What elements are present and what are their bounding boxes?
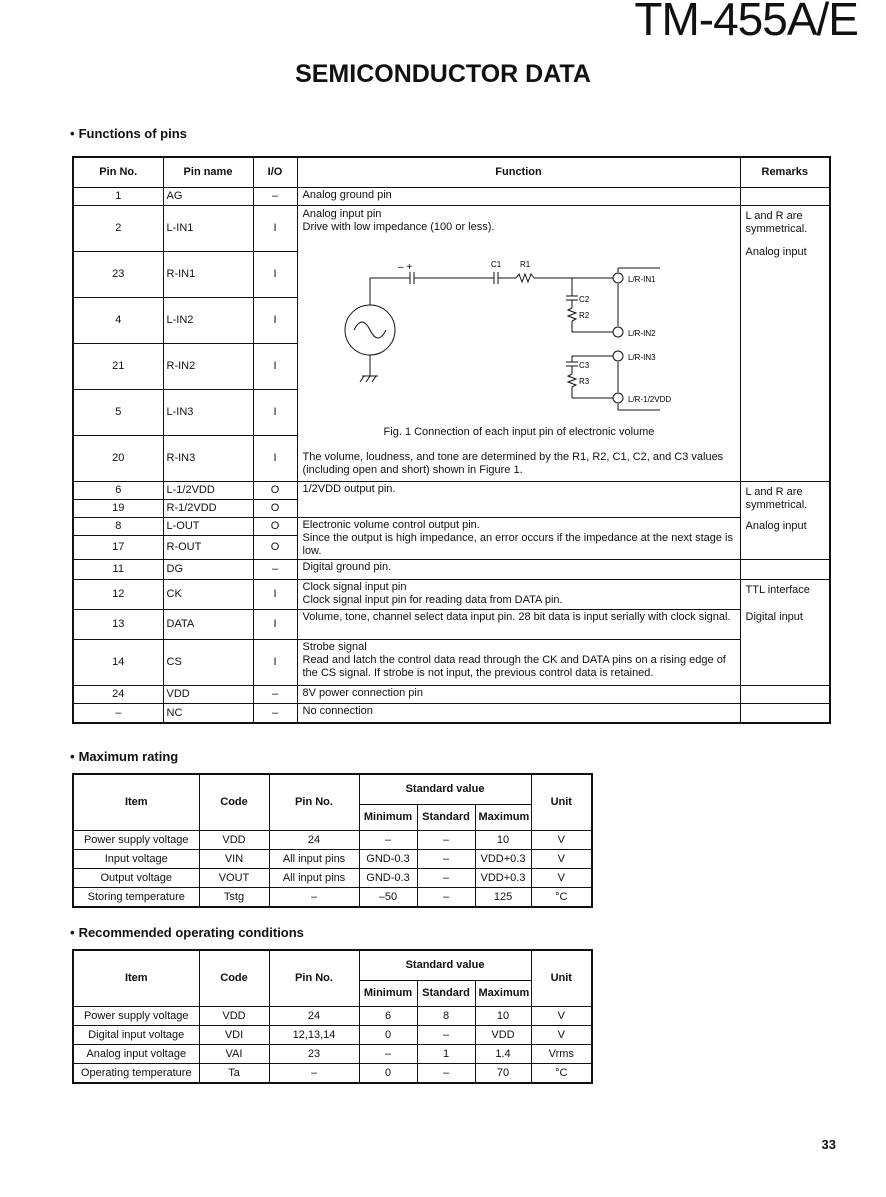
- pin-io: I: [253, 609, 297, 639]
- table-cell: –: [269, 887, 359, 907]
- table-row: [73, 559, 830, 579]
- pin-name: L-IN2: [163, 297, 253, 343]
- rec-conditions-body: [73, 1006, 592, 1083]
- rec-conditions-heading: • Recommended operating conditions: [70, 925, 304, 940]
- pin-remarks: [740, 559, 830, 579]
- pin-name: CS: [163, 639, 253, 685]
- pin-no: 5: [73, 389, 163, 435]
- table-row: [73, 703, 830, 723]
- col-header: Maximum: [475, 804, 531, 830]
- pin-no: 24: [73, 685, 163, 703]
- pin-no: 11: [73, 559, 163, 579]
- pin-name: DG: [163, 559, 253, 579]
- table-cell: V: [531, 868, 592, 887]
- sine-wave: [354, 322, 386, 338]
- table-cell: V: [531, 830, 592, 849]
- table-cell: °C: [531, 887, 592, 907]
- remark-line: Digital input: [745, 610, 803, 623]
- table-cell: Storing temperature: [73, 887, 199, 907]
- table-cell: –50: [359, 887, 417, 907]
- rec-conditions-table: [72, 949, 593, 1084]
- r1-label: R1: [519, 259, 530, 269]
- table-cell: –: [359, 830, 417, 849]
- page-title: SEMICONDUCTOR DATA: [295, 60, 591, 88]
- table-row: [73, 609, 830, 639]
- pin-io: O: [253, 481, 297, 499]
- table-cell: Tstg: [199, 887, 269, 907]
- col-header: Standard: [417, 804, 475, 830]
- pin-name: NC: [163, 703, 253, 723]
- pin-remarks: [740, 579, 830, 685]
- col-header: Unit: [531, 774, 592, 830]
- table-cell: –: [417, 868, 475, 887]
- pin-no: 1: [73, 187, 163, 205]
- c3-label: C3: [578, 360, 589, 370]
- col-header: Minimum: [359, 980, 417, 1006]
- table-cell: 24: [269, 1006, 359, 1025]
- pin-function: Digital ground pin.: [297, 559, 740, 579]
- table-cell: –: [417, 1063, 475, 1083]
- table-cell: °C: [531, 1063, 592, 1083]
- table-cell: Output voltage: [73, 868, 199, 887]
- input-connection-figure: [298, 258, 741, 473]
- col-header: Maximum: [475, 980, 531, 1006]
- table-cell: V: [531, 849, 592, 868]
- pin-function: 1/2VDD output pin.: [297, 481, 740, 517]
- pin-name: R-IN2: [163, 343, 253, 389]
- table-row: [73, 205, 830, 251]
- pin-label: L/R-IN3: [627, 352, 656, 362]
- pin-name: L-OUT: [163, 517, 253, 535]
- r2-label: R2: [578, 310, 589, 320]
- function-line: Strobe signal: [302, 640, 367, 653]
- table-cell: Input voltage: [73, 849, 199, 868]
- col-header: Pin No.: [269, 774, 359, 830]
- table-cell: 0: [359, 1025, 417, 1044]
- table-cell: VDD+0.3: [475, 849, 531, 868]
- table-row: [73, 849, 592, 868]
- pin-io: I: [253, 639, 297, 685]
- function-line: Electronic volume control output pin.: [302, 518, 480, 531]
- table-row: [73, 1063, 592, 1083]
- table-row: [73, 517, 830, 535]
- remark-line: TTL interface: [745, 583, 810, 596]
- pin-name: L-IN1: [163, 205, 253, 251]
- pin-no: 17: [73, 535, 163, 559]
- pin-name: L-IN3: [163, 389, 253, 435]
- table-cell: Vrms: [531, 1044, 592, 1063]
- pin-io: O: [253, 517, 297, 535]
- pin-no: 2: [73, 205, 163, 251]
- table-cell: 10: [475, 830, 531, 849]
- function-line: Clock signal input pin for reading data from DATA pin.: [302, 593, 563, 606]
- pin-io: –: [253, 187, 297, 205]
- pin-no: 23: [73, 251, 163, 297]
- pin-name: CK: [163, 579, 253, 609]
- remark-line: L and R are symmetrical.: [745, 485, 808, 511]
- pin-name: R-IN1: [163, 251, 253, 297]
- col-header: Pin No.: [269, 950, 359, 1006]
- model-number: TM-455A/E: [634, 0, 858, 45]
- table-row: [73, 187, 830, 205]
- table-cell: 70: [475, 1063, 531, 1083]
- pin-function: [297, 639, 740, 685]
- col-header: Item: [73, 774, 199, 830]
- table-row: [73, 1044, 592, 1063]
- pin-io: –: [253, 685, 297, 703]
- col-header: Pin No.: [73, 157, 163, 187]
- col-header: Minimum: [359, 804, 417, 830]
- pin-function: 8V power connection pin: [297, 685, 740, 703]
- table-cell: VOUT: [199, 868, 269, 887]
- c1-label: C1: [490, 259, 501, 269]
- function-line: Since the output is high impedance, an error occurs if the impedance at the next stage is low.: [302, 531, 733, 557]
- table-cell: VIN: [199, 849, 269, 868]
- pin-remarks: [740, 703, 830, 723]
- table-cell: –: [417, 1025, 475, 1044]
- col-header: Unit: [531, 950, 592, 1006]
- c2-label: C2: [578, 294, 589, 304]
- table-cell: –: [417, 849, 475, 868]
- table-cell: V: [531, 1025, 592, 1044]
- table-cell: 1.4: [475, 1044, 531, 1063]
- col-header: Standard value: [359, 950, 531, 980]
- max-rating-table: [72, 773, 593, 908]
- max-rating-heading: • Maximum rating: [70, 749, 178, 764]
- pins-table: [72, 156, 831, 724]
- table-cell: V: [531, 1006, 592, 1025]
- table-cell: 1: [417, 1044, 475, 1063]
- pins-heading: • Functions of pins: [70, 126, 187, 141]
- pin-remarks: [740, 685, 830, 703]
- col-header: Code: [199, 774, 269, 830]
- table-row: [73, 579, 830, 609]
- pin-io: –: [253, 559, 297, 579]
- pin-io: I: [253, 297, 297, 343]
- table-row: [73, 1025, 592, 1044]
- col-header: Remarks: [740, 157, 830, 187]
- table-cell: 10: [475, 1006, 531, 1025]
- pin-io: O: [253, 499, 297, 517]
- table-cell: Power supply voltage: [73, 1006, 199, 1025]
- table-cell: Analog input voltage: [73, 1044, 199, 1063]
- pin-function: Volume, tone, channel select data input pin. 28 bit data is input serially with clock signal.: [297, 609, 740, 639]
- pin-no: 19: [73, 499, 163, 517]
- table-cell: –: [417, 887, 475, 907]
- remark-line: L and R are symmetrical.: [745, 209, 808, 235]
- pin-io: I: [253, 205, 297, 251]
- pin-name: AG: [163, 187, 253, 205]
- pin-name: DATA: [163, 609, 253, 639]
- pin-io: I: [253, 389, 297, 435]
- table-cell: GND-0.3: [359, 849, 417, 868]
- col-header: Function: [297, 157, 740, 187]
- table-cell: VDD: [199, 830, 269, 849]
- pin-io: –: [253, 703, 297, 723]
- table-cell: 0: [359, 1063, 417, 1083]
- table-row: [73, 887, 592, 907]
- table-cell: Operating temperature: [73, 1063, 199, 1083]
- table-cell: All input pins: [269, 868, 359, 887]
- pin-name: R-OUT: [163, 535, 253, 559]
- table-cell: VDD: [475, 1025, 531, 1044]
- pin-function: Analog ground pin: [297, 187, 740, 205]
- col-header: Pin name: [163, 157, 253, 187]
- table-row: [73, 685, 830, 703]
- col-header: Standard: [417, 980, 475, 1006]
- pin-no: –: [73, 703, 163, 723]
- max-rating-body: [73, 830, 592, 907]
- pin-io: I: [253, 435, 297, 481]
- pin-no: 4: [73, 297, 163, 343]
- table-row: [73, 481, 830, 499]
- table-row: [73, 1006, 592, 1025]
- pin-no: 13: [73, 609, 163, 639]
- pin-label: L/R-IN2: [627, 328, 656, 338]
- pin-no: 21: [73, 343, 163, 389]
- table-cell: Ta: [199, 1063, 269, 1083]
- figure-caption: Fig. 1 Connection of each input pin of electronic volume: [383, 425, 655, 438]
- table-cell: –: [359, 1044, 417, 1063]
- table-cell: GND-0.3: [359, 868, 417, 887]
- pin-function: No connection: [297, 703, 740, 723]
- pin-name: L-1/2VDD: [163, 481, 253, 499]
- col-header: Standard value: [359, 774, 531, 804]
- figure-note: The volume, loudness, and tone are determined by the R1, R2, C1, C2, and C3 values (including open and short) shown in Figure 1.: [302, 450, 724, 476]
- table-cell: 24: [269, 830, 359, 849]
- table-cell: VDD: [199, 1006, 269, 1025]
- pin-no: 20: [73, 435, 163, 481]
- pin-io: I: [253, 579, 297, 609]
- table-cell: 125: [475, 887, 531, 907]
- input-function-cell: [297, 205, 740, 481]
- table-cell: 6: [359, 1006, 417, 1025]
- function-line: Analog input pin: [302, 207, 382, 220]
- pin-no: 8: [73, 517, 163, 535]
- table-cell: Digital input voltage: [73, 1025, 199, 1044]
- function-line: Drive with low impedance (100 or less).: [302, 220, 495, 233]
- pin-name: R-IN3: [163, 435, 253, 481]
- polarity-label: – +: [397, 261, 412, 273]
- table-cell: VDI: [199, 1025, 269, 1044]
- page-number: 33: [821, 1137, 836, 1152]
- pin-function: [297, 517, 740, 559]
- pin-no: 14: [73, 639, 163, 685]
- table-row: [73, 639, 830, 685]
- pin-io: O: [253, 535, 297, 559]
- pin-no: 12: [73, 579, 163, 609]
- table-cell: 12,13,14: [269, 1025, 359, 1044]
- pin-name: VDD: [163, 685, 253, 703]
- table-cell: VDD+0.3: [475, 868, 531, 887]
- pin-remarks: [740, 205, 830, 481]
- col-header: Code: [199, 950, 269, 1006]
- pin-function: [297, 579, 740, 609]
- function-line: Clock signal input pin: [302, 580, 407, 593]
- remark-line: Analog input: [745, 245, 807, 258]
- pin-no: 6: [73, 481, 163, 499]
- col-header: I/O: [253, 157, 297, 187]
- table-cell: 8: [417, 1006, 475, 1025]
- remark-line: Analog input: [745, 519, 807, 532]
- pin-name: R-1/2VDD: [163, 499, 253, 517]
- table-cell: –: [417, 830, 475, 849]
- pin-remarks: [740, 187, 830, 205]
- r3-label: R3: [578, 376, 589, 386]
- table-cell: Power supply voltage: [73, 830, 199, 849]
- pin-io: I: [253, 343, 297, 389]
- pin-label: L/R-IN1: [627, 274, 656, 284]
- table-cell: VAI: [199, 1044, 269, 1063]
- col-header: Item: [73, 950, 199, 1006]
- table-cell: 23: [269, 1044, 359, 1063]
- pin-label: L/R-1/2VDD: [627, 394, 671, 404]
- function-line: Read and latch the control data read through the CK and DATA pins on a rising edge of the CS signal. If strobe is not input, the previous control data is retained.: [302, 653, 726, 679]
- table-row: [73, 868, 592, 887]
- table-cell: –: [269, 1063, 359, 1083]
- table-cell: All input pins: [269, 849, 359, 868]
- pin-io: I: [253, 251, 297, 297]
- pin-remarks: [740, 481, 830, 559]
- table-row: [73, 830, 592, 849]
